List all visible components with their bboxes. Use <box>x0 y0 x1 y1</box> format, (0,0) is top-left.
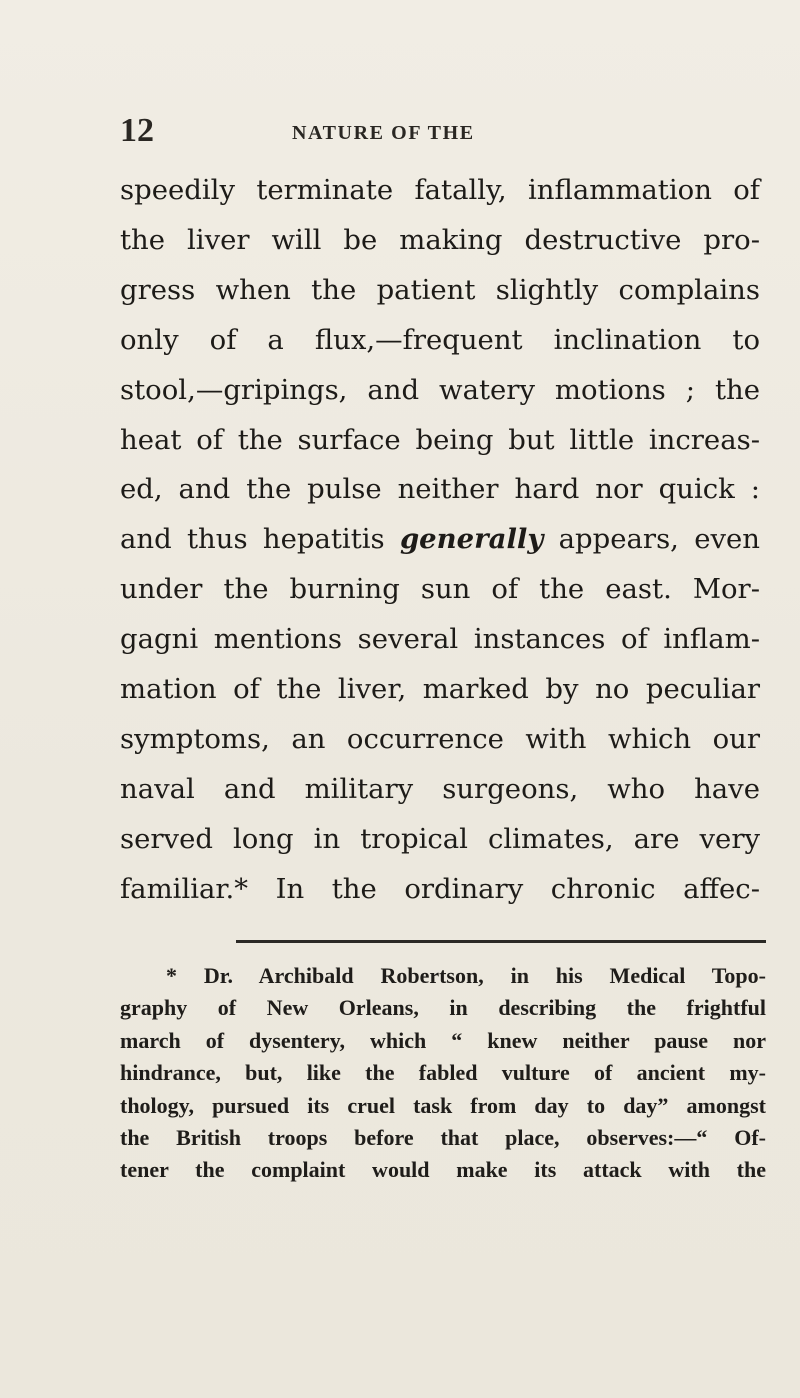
body-line: ed, and the pulse neither hard nor quick : <box>120 473 760 506</box>
body-line-text: and thus hepatitis <box>120 523 400 556</box>
body-line: served long in tropical climates, are very <box>120 822 760 855</box>
page-header <box>120 112 720 152</box>
body-line: the liver will be making destructive pro- <box>120 223 760 256</box>
body-line: gress when the patient slightly complains <box>120 273 760 306</box>
body-line: under the burning sun of the east. Mor- <box>120 573 760 606</box>
body-line: familiar.* In the ordinary chronic affec- <box>120 872 760 905</box>
body-line: heat of the surface being but little increas- <box>120 423 760 456</box>
footnote-line: thology, pursued its cruel task from day to day” amongst <box>120 1092 766 1118</box>
footnote-divider <box>236 940 766 943</box>
footnote-line: hindrance, but, like the fabled vulture of ancient my- <box>120 1060 766 1086</box>
body-line: naval and military surgeons, who have <box>120 772 760 805</box>
footnote-line: the British troops before that place, observes:—“ Of- <box>120 1125 766 1151</box>
body-line: symptoms, an occurrence with which our <box>120 722 760 755</box>
body-line: gagni mentions several instances of inflam- <box>120 623 760 656</box>
body-line: mation of the liver, marked by no peculiar <box>120 673 760 706</box>
footnote-line: graphy of New Orleans, in describing the frightful <box>120 995 766 1021</box>
body-line: only of a flux,—frequent inclination to <box>120 323 760 356</box>
footnote-line: march of dysentery, which “ knew neither pause nor <box>120 1027 766 1053</box>
body-line: stool,—gripings, and watery motions ; the <box>120 373 760 406</box>
page-number: 12 <box>120 112 154 149</box>
running-head: NATURE OF THE <box>292 122 475 144</box>
footnote-line: tener the complaint would make its attack with the <box>120 1157 766 1183</box>
footnote <box>120 960 766 1187</box>
body-text <box>120 166 760 915</box>
body-line-text: appears, even <box>543 523 760 556</box>
footnote-line: * Dr. Archibald Robertson, in his Medical Topo- <box>166 963 766 988</box>
body-line: speedily terminate fatally, inflammation of <box>120 174 760 206</box>
body-line-with-emphasis <box>120 515 760 565</box>
emphasized-word: generally <box>399 523 544 556</box>
